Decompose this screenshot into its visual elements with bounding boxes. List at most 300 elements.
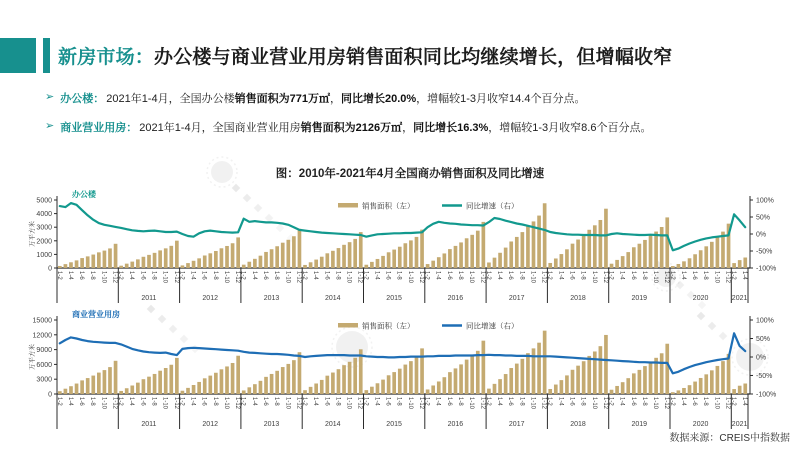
watermark-diamond	[180, 335, 188, 343]
year-label: 2021	[731, 421, 748, 428]
sales-area-bar	[415, 237, 419, 268]
sales-area-bar	[693, 382, 697, 394]
sales-area-bar	[303, 265, 307, 268]
sales-area-bar	[147, 255, 151, 268]
sales-area-bar	[192, 385, 196, 394]
month-tick-label: 1-6	[691, 271, 698, 280]
month-tick-label: 1-8	[334, 271, 341, 280]
sales-area-bar	[649, 235, 653, 268]
sales-area-bar	[398, 247, 402, 268]
sales-area-bar	[415, 357, 419, 394]
month-tick-label: 1-10	[468, 271, 475, 284]
sales-area-bar	[426, 264, 430, 268]
sales-area-bar	[214, 373, 218, 394]
sales-area-bar	[688, 258, 692, 268]
month-tick-label: 1-10	[345, 397, 352, 410]
month-tick-label: 1-8	[640, 271, 647, 280]
month-tick-label: 1-6	[568, 271, 575, 280]
year-label: 2015	[386, 421, 402, 428]
sales-area-bar	[270, 374, 274, 394]
sales-area-bar	[470, 235, 474, 268]
month-tick-label: 1-12	[540, 271, 547, 284]
sales-area-bar	[571, 370, 575, 394]
sales-area-bar	[515, 364, 519, 394]
y-right-tick-label: 0%	[756, 354, 767, 362]
month-tick-label: 1-12	[479, 271, 486, 284]
bullet-text: 同比增长16.3%	[413, 122, 489, 134]
month-tick-label: 1-2	[239, 397, 246, 406]
month-tick-label: 1-12	[172, 271, 179, 284]
sales-area-bar	[409, 361, 413, 394]
month-tick-label: 1-2	[362, 271, 369, 280]
sales-area-bar	[325, 376, 329, 394]
month-tick-label: 1-6	[384, 397, 391, 406]
month-tick-label: 1-10	[529, 397, 536, 410]
watermark-diamond	[708, 322, 716, 330]
sales-area-bar	[103, 251, 107, 268]
sales-area-bar	[615, 260, 619, 268]
sales-area-bar	[743, 258, 747, 268]
sales-area-bar	[537, 216, 541, 268]
month-tick-label: 1-10	[406, 397, 413, 410]
month-tick-label: 1-2	[423, 271, 430, 280]
sales-area-bar	[353, 358, 357, 394]
sales-area-bar	[376, 383, 380, 394]
sales-area-bar	[153, 374, 157, 394]
month-tick-label: 1-4	[618, 397, 625, 406]
month-tick-label: 1-12	[356, 271, 363, 284]
month-tick-label: 1-4	[250, 271, 257, 280]
month-tick-label: 1-2	[484, 397, 491, 406]
sales-area-bar	[582, 235, 586, 268]
sales-area-bar	[448, 372, 452, 394]
sales-area-bar	[298, 229, 302, 268]
bullet-text: ，	[329, 93, 341, 105]
sales-area-bar	[169, 246, 173, 268]
month-tick-label: 1-6	[445, 397, 452, 406]
month-tick-label: 1-8	[457, 397, 463, 406]
sales-area-bar	[671, 392, 675, 394]
sales-area-bar	[665, 217, 669, 268]
month-tick-label: 1-4	[66, 397, 73, 406]
sales-area-bar	[298, 352, 302, 394]
sales-area-bar	[526, 226, 530, 268]
watermark-diamond	[169, 325, 177, 333]
sales-area-bar	[359, 349, 363, 394]
sales-area-bar	[303, 390, 307, 394]
month-tick-label: 1-8	[395, 271, 402, 280]
sales-area-bar	[348, 362, 352, 394]
sales-area-bar	[599, 220, 603, 268]
sales-area-bar	[275, 371, 279, 394]
sales-area-bar	[543, 203, 547, 268]
sales-area-bar	[91, 255, 95, 268]
sales-area-bar	[97, 373, 101, 394]
sales-area-bar	[699, 250, 703, 268]
month-tick-label: 1-12	[479, 397, 486, 410]
sales-area-bar	[125, 388, 129, 394]
sales-area-bar	[688, 385, 692, 394]
sales-area-bar	[387, 252, 391, 268]
month-tick-label: 1-2	[178, 397, 185, 406]
month-tick-label: 1-12	[663, 397, 670, 410]
sales-area-bar	[220, 248, 224, 268]
sales-area-bar	[470, 356, 474, 394]
sales-area-bar	[64, 264, 68, 268]
y-left-tick-label: 3000	[36, 376, 52, 384]
y-right-tick-label: 50%	[756, 214, 771, 222]
sales-area-bar	[727, 354, 731, 394]
sales-area-bar	[114, 361, 118, 394]
watermark-layer	[0, 150, 800, 445]
month-tick-label: 1-8	[518, 271, 525, 280]
watermark-diamond	[676, 281, 684, 289]
sales-area-bar	[665, 344, 669, 394]
sales-area-bar	[548, 389, 552, 394]
month-tick-label: 1-12	[295, 271, 302, 284]
sales-area-bar	[158, 371, 162, 394]
month-tick-label: 1-10	[468, 397, 475, 410]
month-tick-label: 1-8	[150, 271, 157, 280]
sales-area-bar	[119, 266, 123, 268]
sales-area-bar	[643, 366, 647, 394]
month-tick-label: 1-4	[312, 271, 319, 280]
sales-area-bar	[75, 260, 79, 268]
sales-area-bar	[231, 363, 235, 394]
y-left-tick-label: 12000	[32, 332, 52, 340]
month-tick-label: 1-4	[312, 397, 319, 406]
sales-area-bar	[409, 240, 413, 268]
month-tick-label: 1-8	[273, 397, 280, 406]
watermark-diamond	[158, 315, 166, 323]
sales-area-bar	[164, 368, 168, 394]
y-left-tick-label: 4000	[36, 211, 52, 219]
month-tick-label: 1-8	[579, 271, 586, 280]
sales-area-bar	[264, 252, 268, 268]
bullet-list	[45, 90, 785, 148]
y-right-tick-label: 0%	[756, 231, 767, 239]
month-tick-label: 1-12	[418, 397, 424, 410]
y-left-tick-label: 5000	[36, 197, 52, 205]
sales-area-bar	[103, 370, 107, 394]
month-tick-label: 1-10	[529, 271, 536, 284]
sales-area-bar	[314, 260, 318, 268]
sales-area-bar	[493, 384, 497, 394]
accent-bar	[43, 38, 50, 73]
sales-area-bar	[560, 380, 564, 394]
month-tick-label: 1-4	[679, 271, 686, 280]
month-tick-label: 1-10	[161, 397, 168, 410]
sales-area-bar	[554, 258, 558, 268]
month-tick-label: 1-6	[78, 271, 85, 280]
month-tick-label: 1-2	[117, 271, 124, 280]
month-tick-label: 1-12	[356, 397, 363, 410]
sales-area-bar	[404, 243, 408, 268]
watermark-diamond	[665, 271, 673, 279]
month-tick-label: 1-2	[423, 397, 430, 406]
month-tick-label: 1-10	[406, 271, 413, 284]
month-tick-label: 1-2	[668, 397, 675, 406]
sales-area-bar	[281, 367, 285, 394]
sales-area-bar	[526, 353, 530, 394]
sales-area-bar	[75, 384, 79, 394]
month-tick-label: 1-6	[507, 271, 514, 280]
sales-area-bar	[487, 262, 491, 268]
month-tick-label: 1-2	[301, 271, 307, 280]
year-label: 2011	[141, 421, 157, 428]
sales-area-bar	[704, 374, 708, 394]
sales-area-bar	[364, 390, 368, 394]
bullet-text: 2021年1-4月，全国商业营业用房	[139, 122, 301, 134]
legend-bar-swatch	[338, 203, 358, 208]
year-label: 2018	[570, 295, 586, 302]
watermark-diamond	[654, 261, 662, 269]
sales-area-bar	[130, 262, 134, 268]
sales-area-bar	[292, 236, 296, 268]
sales-area-bar	[593, 351, 597, 394]
sales-area-bar	[459, 242, 463, 268]
month-tick-label: 1-4	[741, 271, 748, 280]
sales-area-bar	[710, 370, 714, 394]
month-tick-label: 1-2	[546, 271, 553, 280]
sales-area-bar	[638, 370, 642, 394]
legend-line-label: 同比增速（右）	[466, 321, 519, 331]
sales-area-bar	[482, 341, 486, 394]
y-left-tick-label: 0	[48, 265, 52, 273]
sales-area-bar	[682, 388, 686, 394]
month-tick-label: 1-8	[150, 397, 157, 406]
figure-title: 图：2010年-2021年4月全国商办销售面积及同比增速	[275, 168, 545, 180]
sales-area-bar	[431, 385, 435, 394]
sales-area-bar	[376, 259, 380, 268]
month-tick-label: 1-2	[178, 271, 185, 280]
sales-area-bar	[493, 258, 497, 268]
sales-area-bar	[97, 252, 101, 268]
sales-area-bar	[337, 248, 341, 268]
year-label: 2017	[508, 421, 525, 428]
sales-area-bar	[532, 221, 536, 268]
month-tick-label: 1-4	[434, 397, 441, 406]
watermark-logo	[332, 327, 372, 367]
office-sales-chart	[0, 183, 800, 305]
sales-area-bar	[643, 240, 647, 268]
sales-area-bar	[86, 378, 90, 394]
sales-area-bar	[130, 386, 134, 394]
sales-area-bar	[576, 240, 580, 268]
sales-area-bar	[158, 250, 162, 268]
sales-area-bar	[175, 358, 179, 394]
year-label: 2019	[631, 421, 648, 428]
sales-area-bar	[682, 261, 686, 268]
month-tick-label: 1-10	[100, 397, 107, 410]
legend-bar-label: 销售面积（左）	[362, 201, 415, 211]
month-tick-label: 1-2	[607, 397, 614, 406]
bullet-text: ，增幅较1-3月收窄14.4个百分点。	[416, 93, 586, 105]
sales-area-bar	[431, 261, 435, 268]
month-tick-label: 1-12	[234, 397, 241, 410]
sales-area-bar	[509, 241, 513, 268]
sales-area-bar	[247, 262, 251, 268]
watermark-diamond	[698, 301, 706, 309]
bullet-text: ，	[402, 122, 414, 134]
sales-area-bar	[732, 263, 736, 268]
sales-area-bar	[521, 359, 525, 394]
month-tick-label: 1-4	[373, 271, 380, 280]
bullet-text: 销售面积为771万㎡	[234, 93, 330, 105]
bullet-text: 销售面积为2126万㎡	[300, 122, 403, 134]
sales-area-bar	[208, 253, 212, 268]
month-tick-label: 1-8	[702, 397, 709, 406]
sales-area-bar	[498, 379, 502, 394]
sales-area-bar	[604, 209, 608, 268]
sales-area-bar	[108, 248, 112, 268]
legend-line-label: 同比增速（右）	[466, 201, 519, 211]
watermark-diamond	[147, 305, 155, 313]
month-tick-label: 1-4	[434, 271, 441, 280]
sales-area-bar	[203, 255, 207, 268]
sales-area-bar	[632, 373, 636, 394]
sales-area-bar	[197, 382, 201, 394]
sales-area-bar	[515, 237, 519, 268]
sales-area-bar	[454, 246, 458, 268]
year-label: 2011	[141, 295, 157, 302]
sales-area-bar	[253, 259, 257, 268]
sales-area-bar	[236, 237, 240, 268]
year-label: 2017	[508, 295, 525, 302]
year-label: 2018	[570, 421, 586, 428]
month-tick-label: 1-2	[607, 271, 614, 280]
sales-area-bar	[364, 265, 368, 268]
month-tick-label: 1-12	[724, 271, 731, 284]
y-right-tick-label: -50%	[756, 373, 773, 380]
sales-area-bar	[548, 263, 552, 268]
month-tick-label: 1-10	[652, 271, 659, 284]
yoy-growth-line	[60, 203, 745, 250]
watermark-diamond	[697, 312, 705, 320]
bullet-text: ，增幅较1-3月收窄8.6个百分点。	[488, 122, 652, 134]
sales-area-bar	[604, 335, 608, 394]
month-tick-label: 1-10	[590, 397, 597, 410]
sales-area-bar	[654, 232, 658, 268]
sales-area-bar	[164, 248, 168, 268]
watermark-diamond	[254, 204, 262, 212]
month-tick-label: 1-6	[445, 271, 452, 280]
y-left-tick-label: 6000	[36, 361, 52, 369]
sales-area-bar	[259, 256, 263, 268]
watermark-diamond	[243, 194, 251, 202]
month-tick-label: 1-8	[89, 271, 96, 280]
bullet	[45, 90, 785, 106]
month-tick-label: 1-2	[730, 271, 737, 280]
sales-area-bar	[292, 360, 296, 394]
sales-area-bar	[331, 373, 335, 394]
sales-area-bar	[125, 264, 129, 268]
sales-area-bar	[136, 259, 140, 268]
month-tick-label: 1-8	[579, 397, 586, 406]
month-tick-label: 1-8	[518, 397, 525, 406]
sales-area-bar	[286, 364, 290, 394]
sales-area-bar	[348, 242, 352, 268]
sales-area-bar	[153, 253, 157, 268]
month-tick-label: 1-8	[273, 271, 280, 280]
sales-area-bar	[64, 389, 68, 394]
sales-area-bar	[504, 248, 508, 268]
sales-area-bar	[476, 351, 480, 394]
month-tick-label: 1-10	[223, 271, 229, 284]
month-tick-label: 1-12	[295, 397, 302, 410]
sales-area-bar	[660, 227, 664, 268]
sales-area-bar	[420, 230, 424, 268]
sales-area-bar	[732, 389, 736, 394]
month-tick-label: 1-10	[713, 397, 720, 410]
y-right-tick-label: -100%	[756, 265, 777, 273]
month-tick-label: 1-6	[384, 271, 391, 280]
watermark-diamond	[265, 214, 273, 222]
sales-area-bar	[225, 246, 229, 268]
sales-area-bar	[359, 232, 363, 268]
sales-area-bar	[615, 386, 619, 394]
sales-area-bar	[465, 360, 469, 394]
sales-area-bar	[465, 238, 469, 268]
sales-area-bar	[610, 264, 614, 268]
month-tick-label: 1-4	[128, 397, 135, 406]
month-tick-label: 1-12	[418, 271, 424, 284]
sales-area-bar	[392, 250, 396, 268]
commercial-sales-chart	[0, 306, 800, 434]
sales-area-bar	[621, 382, 625, 394]
data-source: 数据来源：CREIS中指数据	[669, 433, 790, 444]
month-tick-label: 1-10	[223, 397, 229, 410]
month-tick-label: 1-2	[730, 397, 737, 406]
month-tick-label: 1-12	[663, 271, 670, 284]
sales-area-bar	[626, 252, 630, 268]
sales-area-bar	[509, 368, 513, 394]
month-tick-label: 1-6	[262, 397, 268, 406]
month-tick-label: 1-8	[702, 271, 709, 280]
sales-area-bar	[91, 376, 95, 394]
y-right-tick-label: -100%	[756, 391, 777, 399]
month-tick-label: 1-6	[139, 397, 146, 406]
sales-area-bar	[437, 257, 441, 268]
sales-area-bar	[565, 249, 569, 268]
month-tick-label: 1-10	[284, 271, 291, 284]
sales-area-bar	[320, 257, 324, 268]
sales-area-bar	[392, 372, 396, 394]
sales-area-bar	[437, 381, 441, 394]
sales-area-bar	[314, 383, 318, 394]
month-tick-label: 1-2	[239, 271, 246, 280]
bullet	[45, 119, 785, 135]
month-tick-label: 1-8	[334, 397, 341, 406]
sales-area-bar	[119, 391, 123, 394]
month-tick-label: 1-6	[629, 271, 636, 280]
title-prefix: 新房市场：	[58, 46, 155, 68]
month-tick-label: 1-4	[557, 271, 564, 280]
year-label: 2013	[263, 295, 280, 302]
month-tick-label: 1-6	[200, 271, 207, 280]
sales-area-bar	[677, 390, 681, 394]
month-tick-label: 1-4	[618, 271, 625, 280]
sales-area-bar	[142, 379, 146, 394]
month-tick-label: 1-6	[262, 271, 268, 280]
sales-area-bar	[80, 258, 84, 268]
sales-area-bar	[214, 251, 218, 268]
month-tick-label: 1-4	[496, 397, 502, 406]
watermark-diamond	[719, 332, 727, 340]
y-right-tick-label: 100%	[756, 197, 774, 205]
sales-area-bar	[342, 245, 346, 268]
sales-area-bar	[638, 244, 642, 268]
